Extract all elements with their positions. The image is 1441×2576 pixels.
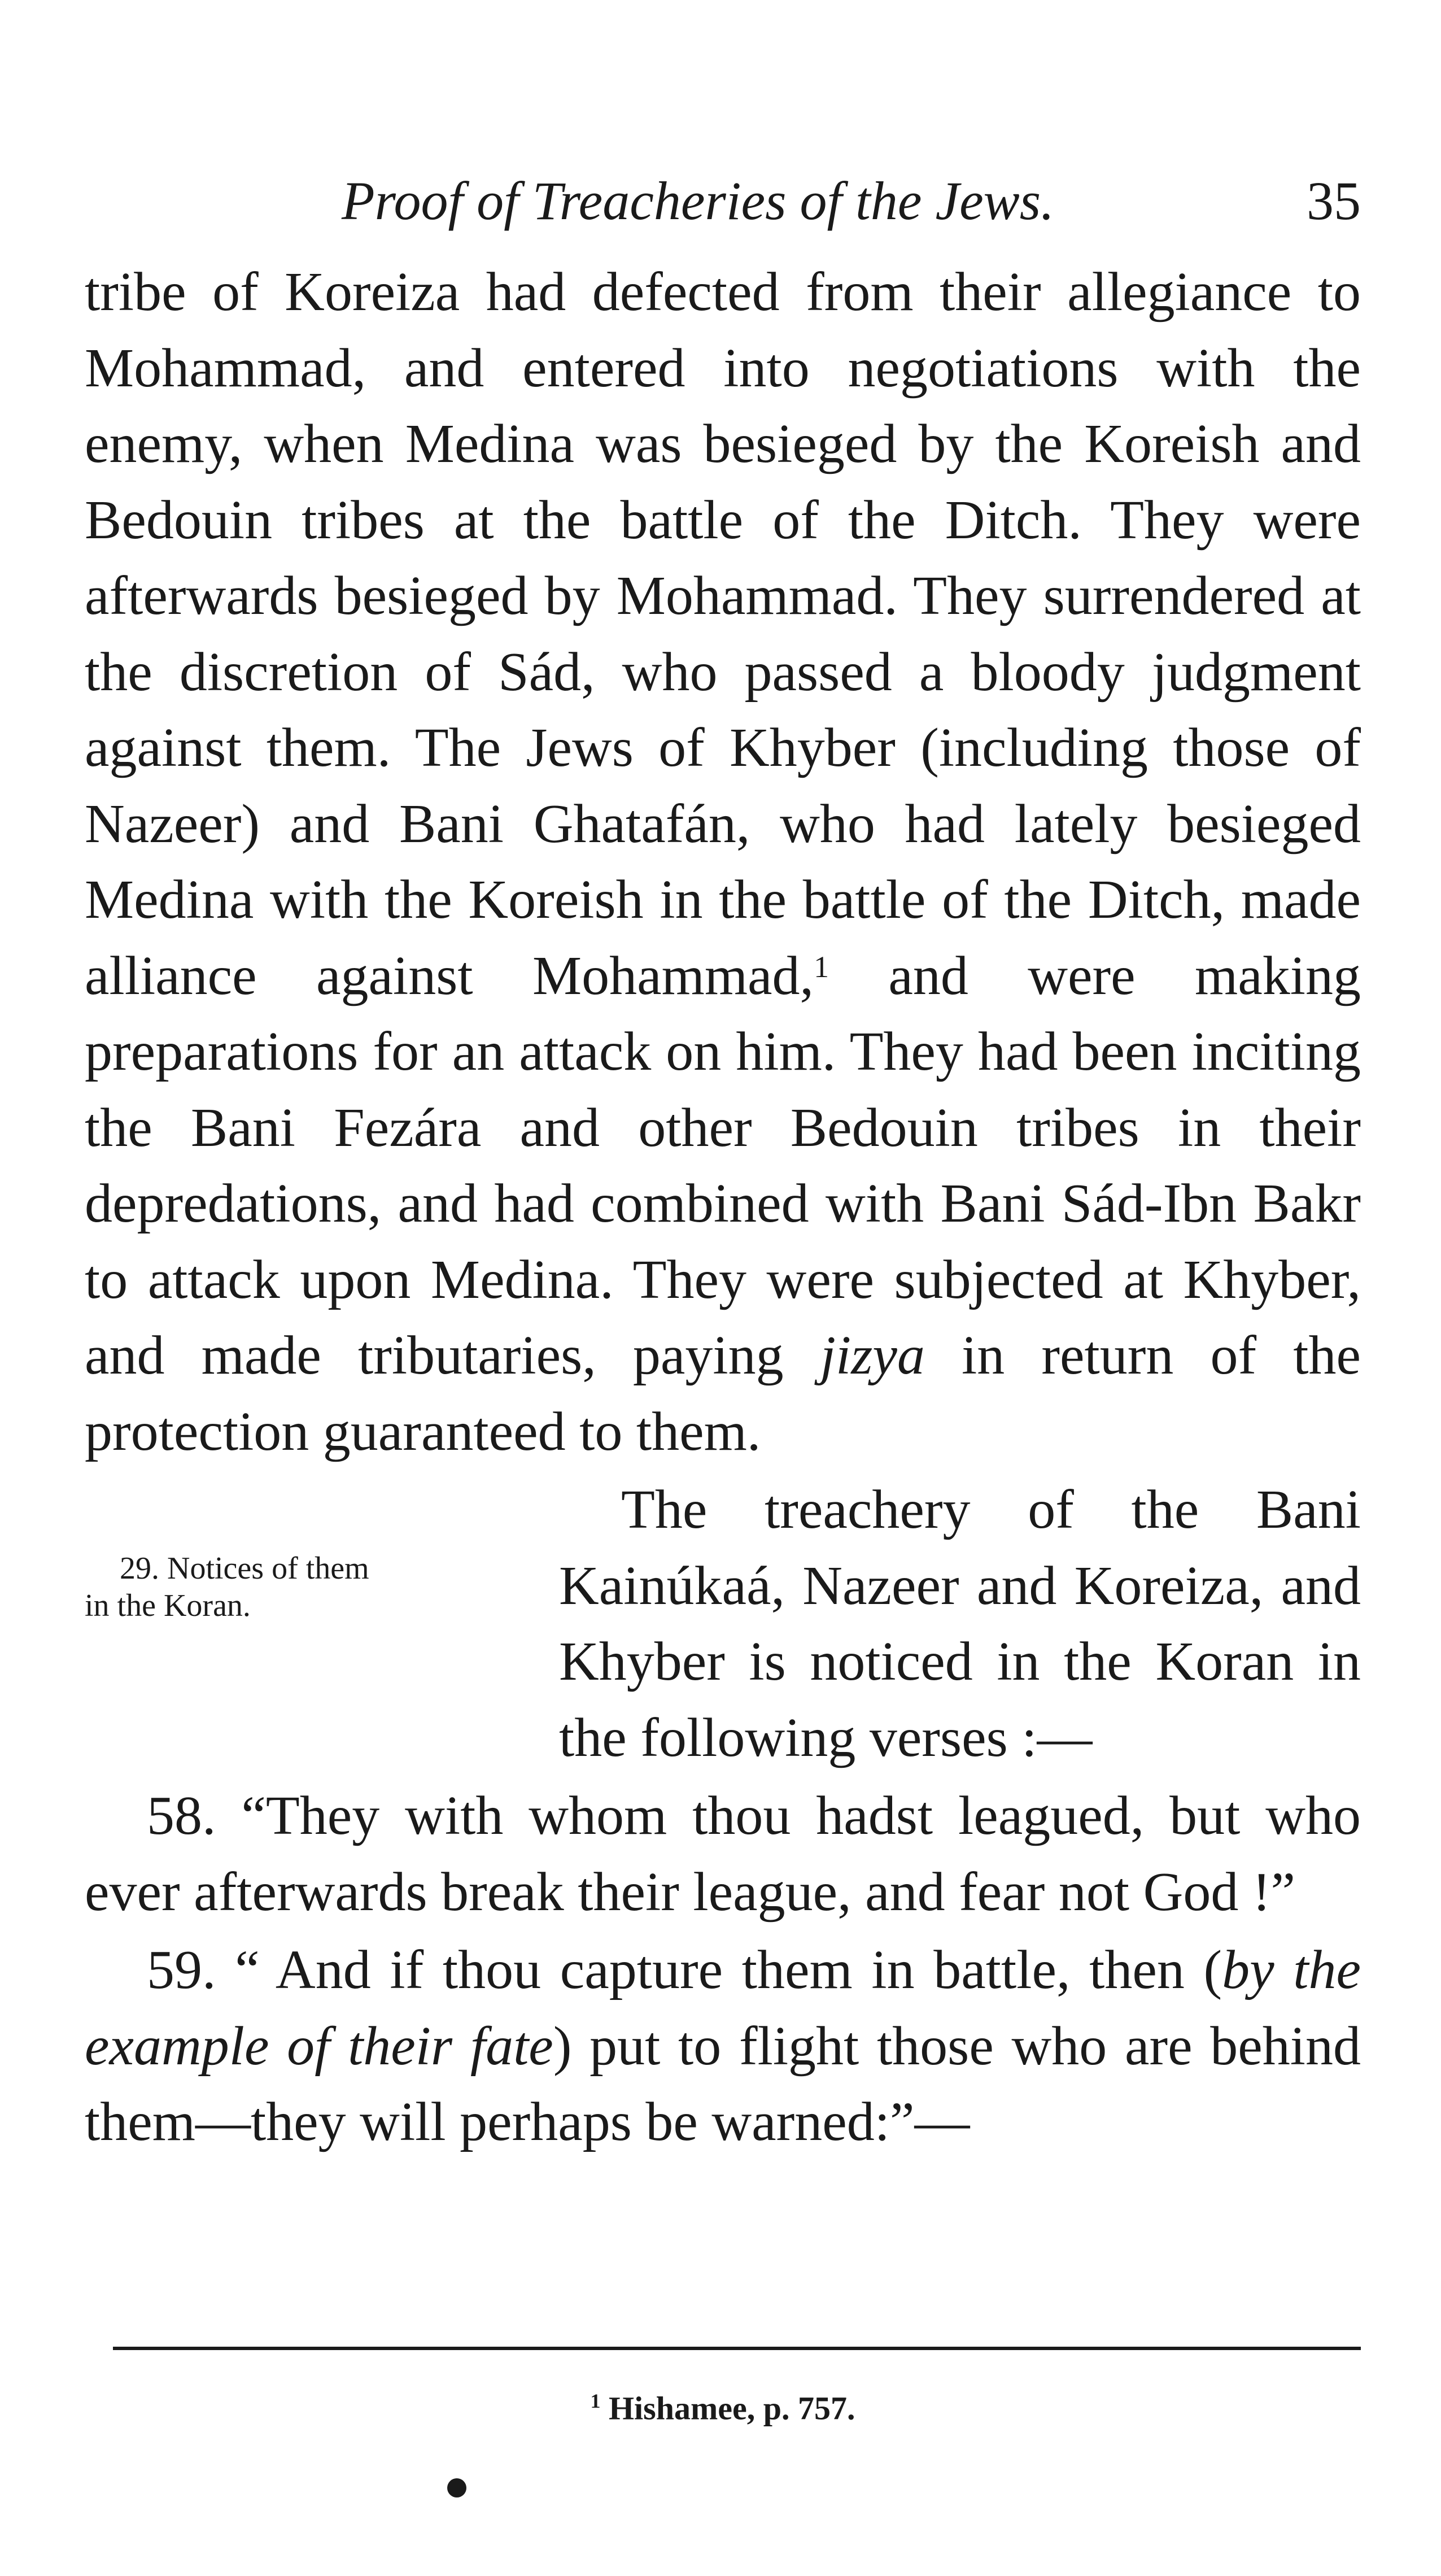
page <box>85 169 1361 2427</box>
paragraph-1 <box>85 254 1361 1470</box>
running-header <box>85 169 1361 254</box>
verse-58-text: “They with whom thou hadst leagued, but who ever afterwards break their league, and fear not God !” <box>85 1785 1361 1923</box>
verse-58 <box>85 1778 1361 1930</box>
verse-59 <box>85 1932 1361 2160</box>
printer-mark <box>447 2478 466 2497</box>
verse-58-number: 58. <box>147 1785 216 1846</box>
paragraph-2-block <box>85 1472 1361 1776</box>
page-number: 35 <box>1307 171 1361 231</box>
footnote-rule <box>113 2347 1361 2350</box>
margin-note-line-1: Notices of them <box>167 1551 369 1586</box>
paragraph-2-text: The treachery of the Bani Kainúkaá, Nazeer and Koreiza, and Khyber is noticed in the Koran in the following verses :— <box>559 1479 1361 1768</box>
italic-term: jizya <box>820 1325 925 1386</box>
verse-59-italic: by the example of their fate <box>85 1939 1361 2077</box>
footnote <box>85 2389 1361 2427</box>
margin-note <box>85 1550 525 1624</box>
paragraph-1-end: in return of the protection guaranteed to them. <box>85 1325 1361 1462</box>
footnote-text: Hishamee, p. 757. <box>608 2390 855 2427</box>
margin-note-number: 29. <box>120 1551 159 1586</box>
paragraph-1-text: tribe of Koreiza had defected from their allegiance to Mohammad, and entered into negotiations with the enemy, when Medina was besieged by the Koreish and Bedouin tribes at the battle of the Ditch. They were afterwards besieged by Mohammad. They surrendered at the discretion of Sád, who passed a bloody judgment against them. The Jews of Khyber (including those of Nazeer) and Bani Ghatafán, who had lately besieged Medina with the Koreish in the battle of the Ditch, made alliance against Mohammad, <box>85 261 1361 1006</box>
footnote-marker: 1 <box>590 2390 601 2412</box>
footnote-ref: 1 <box>814 949 829 984</box>
margin-note-line-2: in the Koran. <box>85 1588 251 1623</box>
verse-59-number: 59. <box>147 1939 216 2000</box>
verse-59-text-end: ) put to flight those who are behind them—they will perhaps be warned:”— <box>85 2015 1361 2152</box>
running-title: Proof of Treacheries of the Jews. <box>342 171 1055 231</box>
paragraph-1-continued: and were making preparations for an attack on him. They had been inciting the Bani Fezára and other Bedouin tribes in their depredations, and had combined with Bani Sád-Ibn Bakr to attack upon Medina. They were subjected at Khyber, and made tributaries, paying <box>85 945 1361 1386</box>
verse-59-text-start: “ And if thou capture them in battle, then ( <box>235 1939 1222 2000</box>
